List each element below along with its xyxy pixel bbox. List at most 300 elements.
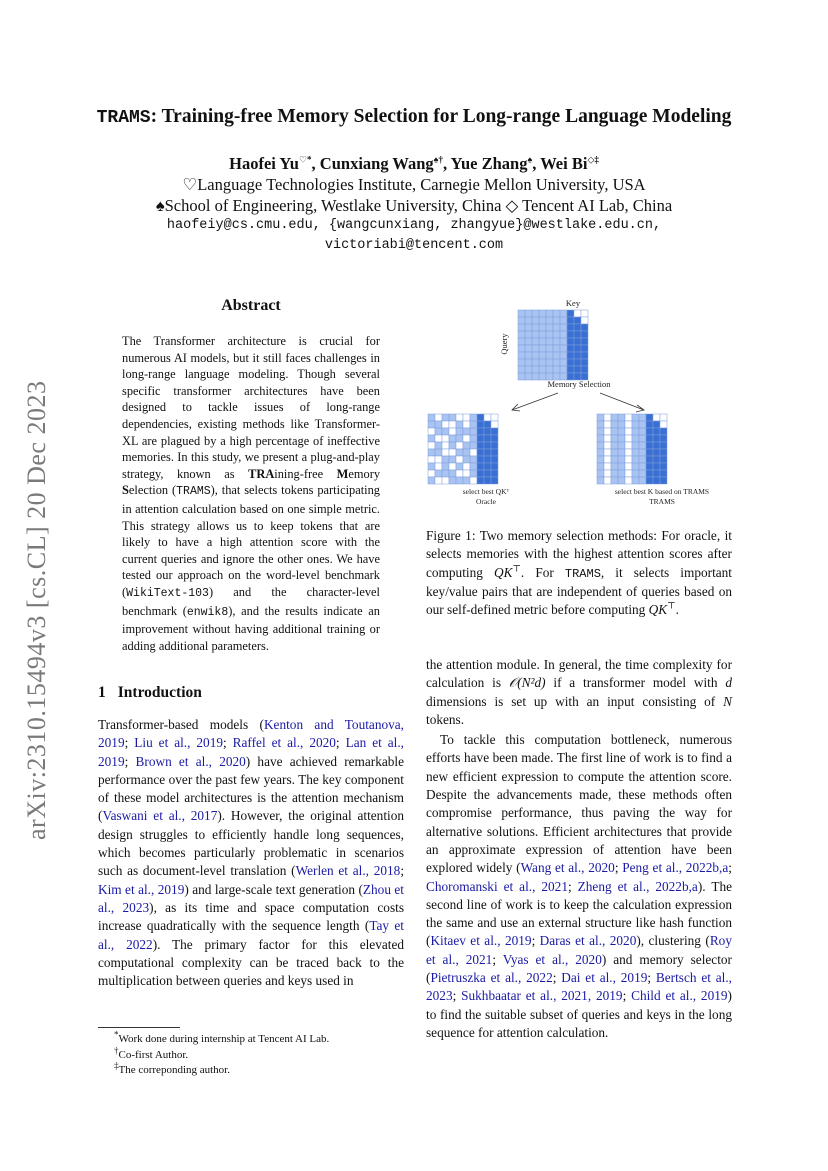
citation-link[interactable]: Wang et al., 2020 — [520, 860, 615, 876]
grid-cell — [484, 421, 491, 428]
grid-cell — [491, 442, 498, 449]
citation-link[interactable]: Sukhbaatar et al., 2021, 2019 — [461, 988, 623, 1004]
grid-cell — [646, 428, 653, 435]
grid-cell — [532, 366, 539, 373]
grid-cell — [484, 442, 491, 449]
citation-link[interactable]: Lan et al., 2019 — [98, 735, 404, 769]
grid-cell — [604, 435, 611, 442]
grid-cell — [625, 449, 632, 456]
grid-cell — [518, 359, 525, 366]
grid-cell — [449, 414, 456, 421]
grid-cell — [525, 366, 532, 373]
grid-cell — [428, 477, 435, 484]
grid-cell — [625, 414, 632, 421]
grid-cell — [491, 414, 498, 421]
grid-cell — [442, 435, 449, 442]
grid-cell — [456, 463, 463, 470]
grid-cell — [560, 352, 567, 359]
grid-cell — [532, 310, 539, 317]
grid-cell — [518, 324, 525, 331]
grid-cell — [525, 310, 532, 317]
grid-cell — [625, 428, 632, 435]
intro-paragraph: To tackle this computation bottleneck, numerous efforts have been made. The first line of work is to find a new efficient expression to compute the attention score. Despite the advancements made, these methods often compromise performance, thus paving the way for alternative solutions. Efficient architectures that provide an approximate expression of attention have been explored widely (Wang et al., 2020; Peng et al., 2022b,a; Choromanski et al., 2021; Zheng et al., 2022b,a). The second line of work is to keep the calculation expression the same and use an external structure like hash function (Kitaev et al., 2019; Daras et al., 2020), clustering (Roy et al., 2021; Vyas et al., 2020) and memory selector (Pietruszka et al., 2022; Dai et al., 2019; Bertsch et al., 2023; Sukhbaatar et al., 2021, 2019; Child et al., 2019) to find the suitable subset of queries and keys in the long sequence for attention calculation. — [426, 732, 733, 1040]
author-name: Yue Zhang — [450, 154, 528, 173]
grid-cell — [456, 477, 463, 484]
abstract-wikitext: WikiText-103 — [126, 586, 209, 600]
abstract-body — [122, 333, 380, 654]
citation-link[interactable]: Dai et al., 2019 — [561, 970, 648, 986]
grid-cell — [470, 470, 477, 477]
grid-cell — [463, 421, 470, 428]
grid-cell — [477, 421, 484, 428]
grid-cell — [567, 366, 574, 373]
grid-cell — [546, 324, 553, 331]
grid-cell — [653, 470, 660, 477]
grid-cell — [560, 324, 567, 331]
caption-math: QK — [648, 602, 668, 618]
grid-cell — [477, 442, 484, 449]
math-inline: d — [725, 675, 732, 691]
grid-cell — [611, 477, 618, 484]
grid-cell — [618, 414, 625, 421]
caption-text: Two memory selection methods: For oracle, it selects memories with the highest attention scores after computing — [426, 528, 732, 580]
citation-link[interactable]: Vyas et al., 2020 — [502, 951, 602, 967]
grid-cell — [560, 338, 567, 345]
math-inline: 𝒪(N²d) — [508, 675, 546, 691]
email-line-1: haofeiy@cs.cmu.edu, {wangcunxiang, zhangyue}@westlake.edu.cn, — [166, 218, 662, 233]
grid-cell — [484, 470, 491, 477]
citation-link[interactable]: Liu et al., 2019 — [134, 735, 223, 751]
grid-cell — [597, 463, 604, 470]
grid-cell — [477, 414, 484, 421]
grid-cell — [470, 442, 477, 449]
grid-cell — [567, 324, 574, 331]
grid-cell — [574, 359, 581, 366]
grid-cell — [546, 359, 553, 366]
figure-trams-label: TRAMS — [649, 497, 675, 506]
grid-cell — [553, 317, 560, 324]
abstract-text: The Transformer architecture is crucial for numerous AI models, but it still faces challenges in long-range language modeling. Though several specific transformer architectures have been designed to tackle issues of long-range dependencies, existing methods like Transformer-XL are plagued by a high percentage of ineffective memories. In this study, we present a plug-and-play strategy, known as — [122, 334, 380, 481]
citation-link[interactable]: Bertsch et al., 2023 — [426, 970, 733, 1004]
grid-cell — [567, 310, 574, 317]
grid-cell — [660, 456, 667, 463]
citation-link[interactable]: Kitaev et al., 2019 — [430, 933, 532, 949]
intro-right-column — [426, 656, 732, 1042]
grid-cell — [539, 338, 546, 345]
grid-cell — [449, 470, 456, 477]
grid-cell — [449, 456, 456, 463]
grid-cell — [625, 435, 632, 442]
footnotes — [114, 1029, 330, 1079]
arrow-left — [512, 393, 558, 410]
grid-cell — [574, 366, 581, 373]
grid-cell — [435, 421, 442, 428]
citation-link[interactable]: Peng et al., 2022b,a — [622, 860, 729, 876]
grid-cell — [539, 310, 546, 317]
grid-cell — [477, 463, 484, 470]
citation-link[interactable]: Roy et al., 2021 — [426, 933, 732, 967]
grid-cell — [491, 477, 498, 484]
grid-cell — [625, 470, 632, 477]
grid-cell — [618, 456, 625, 463]
grid-cell — [653, 463, 660, 470]
grid-cell — [525, 359, 532, 366]
citation-link[interactable]: Kenton and Toutanova, 2019 — [98, 717, 404, 751]
grid-cell — [484, 456, 491, 463]
grid-cell — [560, 359, 567, 366]
grid-cell — [553, 324, 560, 331]
grid-cell — [442, 463, 449, 470]
abstract-heading: Abstract — [221, 297, 281, 314]
grid-cell — [604, 456, 611, 463]
citation-link[interactable]: Pietruszka et al., 2022 — [430, 970, 553, 986]
grid-cell — [646, 449, 653, 456]
section-number: 1 — [98, 684, 106, 701]
grid-cell — [618, 421, 625, 428]
grid-cell — [604, 442, 611, 449]
grid-cell — [625, 442, 632, 449]
grid-cell — [597, 449, 604, 456]
grid-cell — [463, 470, 470, 477]
grid-cell — [484, 435, 491, 442]
grid-cell — [553, 310, 560, 317]
grid-cell — [567, 338, 574, 345]
grid-cell — [484, 414, 491, 421]
grid-cell — [611, 421, 618, 428]
grid-cell — [442, 414, 449, 421]
affiliation-1: ♡Language Technologies Institute, Carnegie Mellon University, USA — [182, 175, 646, 194]
grid-cell — [539, 317, 546, 324]
grid-cell — [491, 428, 498, 435]
title-rest: : Training-free Memory Selection for Long-range Language Modeling — [150, 106, 732, 127]
author-names: Haofei Yu♡*, Cunxiang Wang♠†, Yue Zhang♠, Wei Bi◇‡ — [229, 154, 599, 173]
grid-cell — [646, 421, 653, 428]
grid-cell — [532, 345, 539, 352]
grid-cell — [546, 338, 553, 345]
grid-cell — [639, 449, 646, 456]
citation-link[interactable]: Kim et al., 2019 — [98, 881, 185, 897]
grid-cell — [518, 310, 525, 317]
grid-cell — [632, 470, 639, 477]
grid-cell — [518, 338, 525, 345]
intro-paragraph: Transformer-based models (Kenton and Toutanova, 2019; Liu et al., 2019; Raffel et al., 2020; Lan et al., 2019; Brown et al., 2020) have achieved remarkable performance over the past few years. The key component of these model architectures is the attention mechanism (Vaswani et al., 2017). However, the original attention design struggles to efficiently handle long sequences, which becomes particularly problematic in scenarios such as document-level translation (Werlen et al., 2018; Kim et al., 2019) and large-scale text generation (Zhou et al., 2023), as its time and space computation costs increase quadratically with the sequence length (Tay et al., 2022). The primary factor for this elevated computational complexity can be traced back to the multiplication between queries and keys used in — [98, 717, 405, 989]
grid-cell — [574, 317, 581, 324]
grid-cell — [597, 414, 604, 421]
grid-cell — [442, 456, 449, 463]
grid-cell — [597, 456, 604, 463]
grid-cell — [611, 449, 618, 456]
grid-cell — [539, 345, 546, 352]
grid-cell — [625, 463, 632, 470]
abstract-text: ) and the character-level benchmark ( — [122, 584, 380, 618]
citation-link[interactable]: Child et al., 2019 — [631, 988, 728, 1004]
grid-cell — [449, 477, 456, 484]
grid-cell — [428, 442, 435, 449]
caption-text: , it selects important key/value pairs that are independent of queries based on our self-defined metric before computing — [426, 564, 733, 618]
grid-cell — [546, 352, 553, 359]
grid-cell — [463, 456, 470, 463]
grid-cell — [428, 421, 435, 428]
grid-cell — [632, 449, 639, 456]
grid-cell — [639, 442, 646, 449]
intro-left-column — [98, 716, 404, 990]
grid-cell — [597, 470, 604, 477]
grid-cell — [435, 477, 442, 484]
grid-cell — [618, 442, 625, 449]
grid-cell — [435, 470, 442, 477]
grid-cell — [456, 470, 463, 477]
grid-cell — [625, 456, 632, 463]
section-heading — [98, 684, 214, 702]
grid-cell — [435, 435, 442, 442]
footnote: †Co-first Author. — [114, 1044, 189, 1061]
author-affil-mark: ♠ — [527, 154, 533, 165]
grid-cell — [532, 324, 539, 331]
caption-trams: TRAMS — [564, 566, 601, 581]
grid-cell — [553, 338, 560, 345]
grid-cell — [477, 435, 484, 442]
abstract-text: ), that selects tokens participating in attention calculation based on one simple metric. This strategy allows us to keep tokens that are likely to have a high attention score with the current queries and ignore the other ones. We have tested our approach on the word-level benchmark ( — [122, 483, 380, 599]
grid-cell — [449, 463, 456, 470]
citation-link[interactable]: Vaswani et al., 2017 — [102, 808, 218, 824]
citation-link[interactable]: Choromanski et al., 2021 — [426, 878, 568, 894]
grid-cell — [639, 470, 646, 477]
grid-cell — [463, 442, 470, 449]
grid-cell — [470, 456, 477, 463]
grid-cell — [604, 421, 611, 428]
grid-cell — [539, 366, 546, 373]
citation-link[interactable]: Raffel et al., 2020 — [232, 735, 336, 751]
grid-cell — [625, 477, 632, 484]
grid-cell — [491, 421, 498, 428]
grid-cell — [639, 421, 646, 428]
grid-cell — [518, 331, 525, 338]
figure-query-label: Query — [499, 333, 509, 355]
grid-cell — [449, 442, 456, 449]
grid-cell — [597, 477, 604, 484]
affiliation-2: ♠School of Engineering, Westlake University, China ◇ Tencent AI Lab, China — [155, 196, 673, 215]
grid-cell — [618, 428, 625, 435]
grid-cell — [525, 345, 532, 352]
grid-cell — [660, 470, 667, 477]
abstract-text: ), and the results indicate an improvement without having additional training or adding additional parameters. — [122, 603, 380, 653]
grid-cell — [611, 463, 618, 470]
grid-cell — [639, 428, 646, 435]
grid-cell — [470, 477, 477, 484]
abstract-bold-tra: TRA — [248, 466, 275, 481]
grid-cell — [518, 345, 525, 352]
intro-paragraph: the attention module. In general, the time complexity for calculation is 𝒪(N²d) if a transformer model with d dimensions is set up with an input consisting of N tokens. — [426, 657, 732, 727]
grid-cell — [491, 456, 498, 463]
grid-cell — [470, 449, 477, 456]
grid-cell — [653, 435, 660, 442]
grid-cell — [428, 414, 435, 421]
citation-link[interactable]: Zheng et al., 2022b,a — [577, 878, 698, 894]
grid-cell — [484, 428, 491, 435]
grid-cell — [477, 470, 484, 477]
grid-cell — [525, 317, 532, 324]
grid-cell — [435, 414, 442, 421]
abstract-text: election ( — [128, 483, 177, 498]
grid-cell — [581, 310, 588, 317]
grid-cell — [632, 456, 639, 463]
abstract-trams: TRAMS — [176, 485, 211, 499]
title-acronym: TRAMS — [96, 108, 151, 128]
grid-cell — [518, 352, 525, 359]
grid-cell — [435, 456, 442, 463]
grid-cell — [567, 331, 574, 338]
grid-cell — [618, 470, 625, 477]
figure-oracle-caption: select best QKᵀ — [462, 487, 510, 496]
grid-cell — [581, 324, 588, 331]
citation-link[interactable]: Brown et al., 2020 — [135, 753, 246, 769]
grid-cell — [604, 463, 611, 470]
grid-cell — [567, 345, 574, 352]
grid-cell — [539, 373, 546, 380]
grid-cell — [435, 442, 442, 449]
grid-cell — [581, 338, 588, 345]
abstract-enwik: enwik8 — [186, 605, 229, 619]
grid-cell — [604, 470, 611, 477]
grid-cell — [428, 463, 435, 470]
grid-cell — [456, 414, 463, 421]
grid-cell — [560, 310, 567, 317]
footnote: ‡The correponding author. — [114, 1060, 230, 1076]
grid-cell — [525, 373, 532, 380]
grid-cell — [660, 442, 667, 449]
caption-text: . For — [520, 564, 565, 580]
figure-graphic — [426, 296, 732, 512]
grid-cell — [539, 331, 546, 338]
footnote: *Work done during internship at Tencent AI Lab. — [114, 1029, 330, 1045]
grid-cell — [553, 366, 560, 373]
grid-cell — [660, 435, 667, 442]
citation-link[interactable]: Daras et al., 2020 — [539, 933, 637, 949]
footnote-rule — [98, 1027, 180, 1028]
author-name: Wei Bi — [540, 154, 588, 173]
grid-cell — [491, 449, 498, 456]
grid-cell — [660, 449, 667, 456]
grid-cell — [639, 477, 646, 484]
grid-cell — [470, 414, 477, 421]
grid-cell — [442, 428, 449, 435]
citation-link[interactable]: Zhou et al., 2023 — [98, 881, 404, 915]
email-line-2: victoriabi@tencent.com — [324, 238, 504, 253]
author-affil-mark: ◇‡ — [587, 154, 599, 165]
author-affil-mark: ♠† — [433, 154, 443, 165]
grid-cell — [646, 435, 653, 442]
grid-cell — [604, 414, 611, 421]
grid-cell — [532, 373, 539, 380]
grid-cell — [653, 456, 660, 463]
grid-cell — [639, 414, 646, 421]
grid-cell — [567, 317, 574, 324]
grid-cell — [525, 338, 532, 345]
grid-cell — [456, 435, 463, 442]
grid-cell — [653, 428, 660, 435]
grid-cell — [463, 428, 470, 435]
grid-cell — [532, 338, 539, 345]
grid-cell — [653, 449, 660, 456]
grid-cell — [546, 345, 553, 352]
grid-cell — [560, 345, 567, 352]
grid-cell — [611, 442, 618, 449]
grid-cell — [456, 442, 463, 449]
grid-cell — [646, 463, 653, 470]
grid-cell — [632, 477, 639, 484]
grid-cell — [477, 456, 484, 463]
grid-cell — [546, 366, 553, 373]
grid-cell — [428, 456, 435, 463]
author-block — [0, 153, 828, 256]
grid-cell — [632, 414, 639, 421]
grid-cell — [435, 463, 442, 470]
grid-cell — [470, 435, 477, 442]
math-inline: N — [723, 693, 732, 709]
caption-math: QK — [493, 564, 513, 580]
grid-cell — [463, 449, 470, 456]
grid-cell — [456, 428, 463, 435]
grid-cell — [484, 477, 491, 484]
grid-cell — [653, 421, 660, 428]
grid-cell — [611, 470, 618, 477]
grid-cell — [518, 366, 525, 373]
grid-cell — [553, 352, 560, 359]
grid-cell — [491, 435, 498, 442]
grid-cell — [449, 421, 456, 428]
abstract-bold-s: S — [122, 483, 129, 498]
grid-cell — [574, 331, 581, 338]
grid-cell — [567, 359, 574, 366]
grid-cell — [484, 449, 491, 456]
grid-cell — [532, 352, 539, 359]
grid-cell — [660, 421, 667, 428]
grid-cell — [618, 435, 625, 442]
abstract-text: ining-free — [274, 466, 337, 481]
grid-cell — [646, 456, 653, 463]
grid-cell — [525, 331, 532, 338]
grid-cell — [435, 449, 442, 456]
grid-cell — [581, 317, 588, 324]
grid-cell — [653, 442, 660, 449]
grid-cell — [463, 463, 470, 470]
grid-cell — [611, 435, 618, 442]
grid-cell — [463, 435, 470, 442]
grid-cell — [525, 324, 532, 331]
grid-cell — [456, 456, 463, 463]
grid-cell — [553, 331, 560, 338]
paper-title — [0, 106, 828, 128]
grid-cell — [491, 470, 498, 477]
grid-cell — [632, 421, 639, 428]
citation-link[interactable]: Werlen et al., 2018 — [295, 863, 401, 879]
grid-cell — [463, 414, 470, 421]
grid-cell — [463, 477, 470, 484]
citation-link[interactable]: Tay et al., 2022 — [98, 918, 404, 952]
grid-cell — [546, 331, 553, 338]
grid-cell — [428, 435, 435, 442]
grid-cell — [653, 414, 660, 421]
grid-cell — [456, 421, 463, 428]
grid-cell — [477, 477, 484, 484]
figure-oracle-label: Oracle — [476, 497, 496, 506]
grid-cell — [581, 331, 588, 338]
grid-cell — [646, 414, 653, 421]
grid-cell — [546, 317, 553, 324]
figure-key-label: Key — [565, 298, 581, 308]
grid-cell — [639, 456, 646, 463]
grid-cell — [470, 463, 477, 470]
